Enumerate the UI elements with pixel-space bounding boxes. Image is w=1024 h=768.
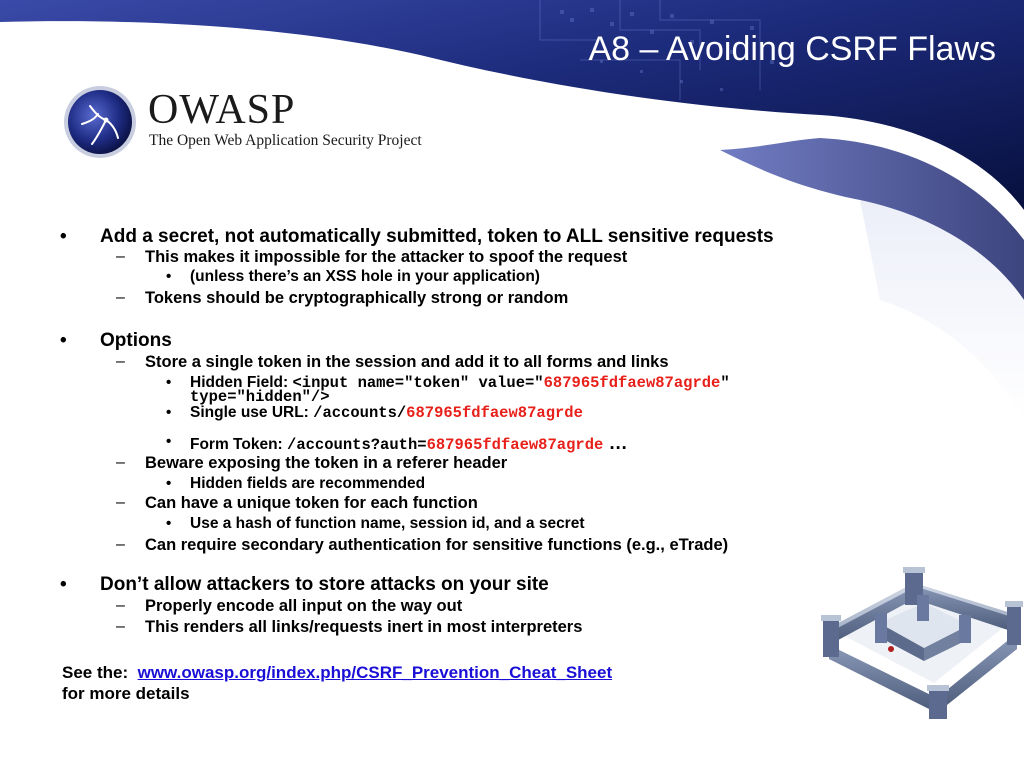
sub-encode: Properly encode all input on the way out — [145, 597, 463, 615]
see-the-prefix: See the: — [62, 663, 138, 682]
hidden-field-quote: " — [720, 374, 730, 392]
dash-marker: – — [116, 597, 125, 614]
sub-secondary-auth: Can require secondary authentication for sensitive functions (e.g., eTrade) — [145, 536, 729, 554]
see-the-line — [62, 663, 612, 683]
bullet-marker: • — [60, 574, 67, 595]
form-token-label: Form Token: — [190, 436, 288, 453]
logo-tagline: The Open Web Application Security Project — [149, 132, 422, 149]
bullet-marker: • — [166, 515, 172, 532]
bullet-marker: • — [166, 433, 172, 450]
bullet-options: Options — [100, 330, 172, 351]
hidden-field-type: type="hidden"/> — [190, 388, 330, 406]
sub-inert: This renders all links/requests inert in most interpreters — [145, 618, 583, 636]
bullet-add-secret: Add a secret, not automatically submitted, token to ALL sensitive requests — [100, 226, 774, 247]
single-use-url-line — [190, 404, 583, 422]
bullet-marker: • — [166, 374, 172, 391]
sub-spoof: This makes it impossible for the attacker to spoof the request — [145, 248, 628, 266]
logo-name: OWASP — [148, 87, 296, 133]
bullet-marker: • — [166, 475, 172, 492]
single-use-code: /accounts/ — [313, 404, 407, 422]
form-token-line — [190, 433, 628, 455]
bullet-marker: • — [166, 404, 172, 421]
sub-referer: Beware exposing the token in a referer header — [145, 454, 508, 472]
footer-suffix: for more details — [62, 684, 190, 703]
token-value: 687965fdfaew87agrde — [406, 404, 583, 422]
dash-marker: – — [116, 454, 125, 471]
castle-illustration — [819, 553, 1024, 725]
dash-marker: – — [116, 353, 125, 370]
single-use-label: Single use URL: — [190, 404, 314, 421]
sub-unique-token: Can have a unique token for each function — [145, 494, 478, 512]
slide-title: A8 – Avoiding CSRF Flaws — [588, 30, 996, 68]
hidden-field-code: <input name="token" value=" — [292, 374, 544, 392]
sub-single-token: Store a single token in the session and add it to all forms and links — [145, 353, 669, 371]
bullet-stored-attacks: Don’t allow attackers to store attacks on your site — [100, 574, 549, 595]
bullet-marker: • — [60, 330, 67, 351]
dash-marker: – — [116, 494, 125, 511]
hidden-field-label: Hidden Field: — [190, 374, 293, 391]
token-value: 687965fdfaew87agrde — [426, 436, 604, 454]
bullet-marker: • — [166, 268, 172, 285]
dash-marker: – — [116, 618, 125, 635]
bullet-marker: • — [60, 226, 67, 247]
token-value: 687965fdfaew87agrde — [543, 374, 721, 392]
dash-marker: – — [116, 289, 125, 306]
sub-hash: Use a hash of function name, session id, and a secret — [190, 515, 585, 532]
sub-token-strength: Tokens should be cryptographically strong or random — [145, 289, 569, 307]
dash-marker: – — [116, 536, 125, 553]
dash-marker: – — [116, 248, 125, 265]
sub-hidden-fields: Hidden fields are recommended — [190, 475, 426, 492]
form-token-ellipsis: … — [603, 433, 628, 454]
form-token-code: /accounts?auth= — [287, 436, 427, 454]
cheat-sheet-link[interactable]: www.owasp.org/index.php/CSRF_Prevention_Cheat_Sheet — [137, 663, 613, 682]
sub-xss-hole: (unless there’s an XSS hole in your application) — [190, 268, 540, 285]
